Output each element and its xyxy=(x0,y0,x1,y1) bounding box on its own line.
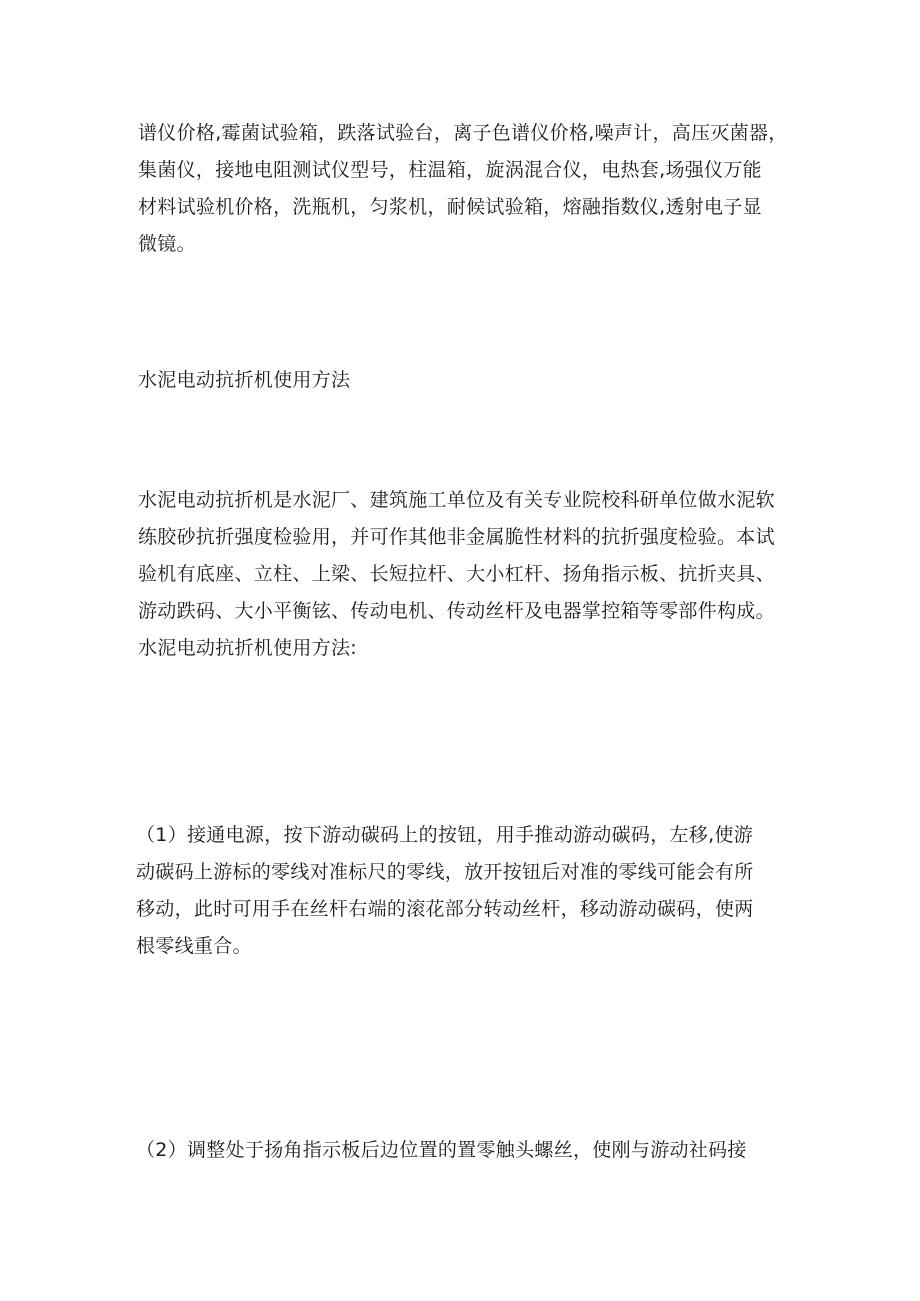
intro-paragraph xyxy=(138,115,818,263)
heading-text: 水泥电动抗折机使用方法 xyxy=(138,369,351,391)
description-paragraph xyxy=(138,482,818,667)
paragraph-line: 微镜。 xyxy=(138,233,196,255)
paragraph-line: 水泥电动抗折机是水泥厂、建筑施工单位及有关专业院校科研单位做水泥软 xyxy=(138,489,775,511)
paragraph-line: 动碳码上游标的零线对准标尺的零线，放开按钮后对准的零线可能会有所 xyxy=(136,861,754,883)
paragraph-line: （1）接通电源，按下游动碳码上的按钮，用手推动游动碳码，左移,使游 xyxy=(136,824,754,846)
paragraph-line: 游动跌码、大小平衡铉、传动电机、传动丝杆及电器掌控箱等零部件构成。 xyxy=(138,600,775,622)
paragraph-line: 练胶砂抗折强度检验用，并可作其他非金属脆性材料的抗折强度检验。本试 xyxy=(138,526,775,548)
step-1-paragraph xyxy=(136,817,816,965)
paragraph-line: 水泥电动抗折机使用方法: xyxy=(138,637,358,659)
paragraph-line: 验机有底座、立柱、上梁、长短拉杆、大小杠杆、扬角指示板、抗折夹具、 xyxy=(138,563,775,585)
paragraph-line: 集菌仪，接地电阻测试仪型号，柱温箱，旋涡混合仪，电热套,场强仪万能 xyxy=(138,159,762,181)
step-2-paragraph xyxy=(136,1132,816,1169)
paragraph-line: 根零线重合。 xyxy=(136,935,252,957)
section-heading xyxy=(138,362,818,399)
paragraph-line: 材料试验机价格，洗瓶机，匀浆机，耐候试验箱，熔融指数仪,透射电子显 xyxy=(138,196,762,218)
paragraph-line: 移动，此时可用手在丝杆右端的滚花部分转动丝杆，移动游动碳码，使两 xyxy=(136,898,754,920)
paragraph-line: （2）调整处于扬角指示板后边位置的置零触头螺丝，使刚与游动社码接 xyxy=(136,1139,747,1161)
paragraph-line: 谱仪价格,霉菌试验箱，跌落试验台，离子色谱仪价格,噪声计，高压灭菌器， xyxy=(138,122,788,144)
